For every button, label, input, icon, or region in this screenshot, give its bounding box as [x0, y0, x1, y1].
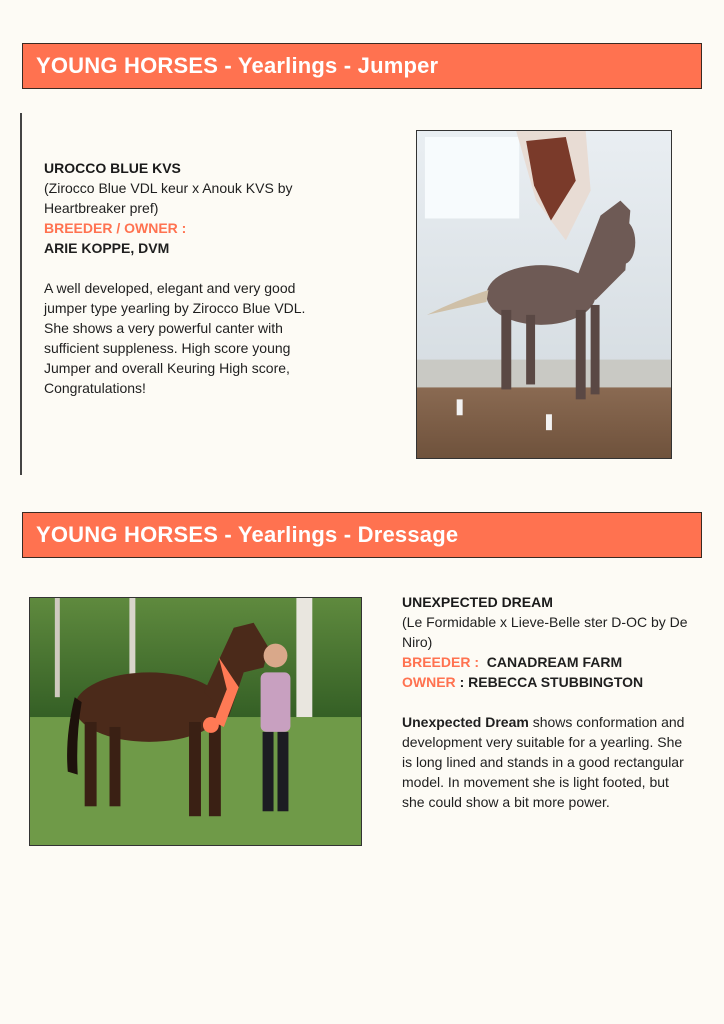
section-jumper-title: YOUNG HORSES - Yearlings - Jumper [36, 53, 439, 78]
photo-urocco-blue [416, 130, 672, 459]
pedigree: (Zirocco Blue VDL keur x Anouk KVS by Heartbreaker pref) [44, 180, 293, 216]
horse-name: UROCCO BLUE KVS [44, 160, 181, 176]
section-dressage-banner [22, 512, 702, 558]
section-jumper-banner [22, 43, 702, 89]
pedigree: (Le Formidable x Lieve-Belle ster D-OC by De Niro) [402, 614, 688, 650]
owner-value: : REBECCA STUBBINGTON [459, 674, 644, 690]
breeder-owner-label: BREEDER / OWNER : [44, 220, 187, 236]
breeder-label: BREEDER : [402, 654, 480, 670]
photo-unexpected-dream [29, 597, 362, 846]
description-body: shows conformation and development very suitable for a yearling. She is long lined and stands in a good rectangular model. In movement she is light footed, but she could show a bit more power. [402, 714, 685, 810]
horse-description: A well developed, elegant and very good jumper type yearling by Zirocco Blue VDL. She shows a very powerful canter with sufficient suppleness. High score young Jumper and overall Keuring High score, Congratulations! [44, 280, 306, 396]
entry-urocco-blue [44, 158, 312, 398]
entry-unexpected-dream [402, 592, 694, 812]
vertical-divider [20, 113, 22, 475]
owner-label: OWNER [402, 674, 456, 690]
breeder-owner-value: ARIE KOPPE, DVM [44, 240, 170, 256]
horse-name: UNEXPECTED DREAM [402, 594, 553, 610]
horse-description [402, 712, 694, 812]
breeder-value: CANADREAM FARM [486, 654, 623, 670]
description-lead: Unexpected Dream [402, 714, 529, 730]
section-dressage-title: YOUNG HORSES - Yearlings - Dressage [36, 522, 459, 547]
